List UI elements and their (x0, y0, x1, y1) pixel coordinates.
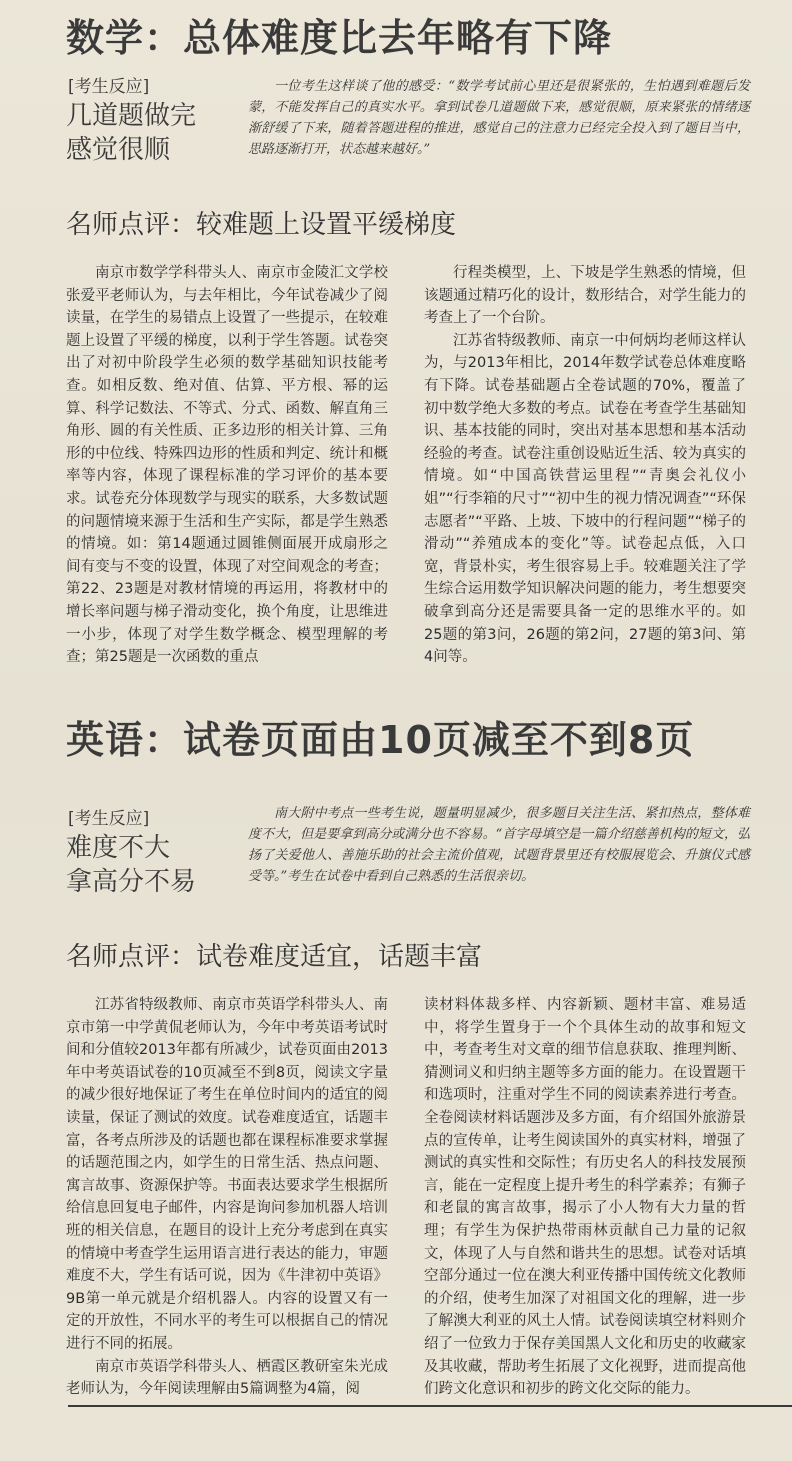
math-left-paragraph: 南京市数学学科带头人、南京市金陵汇文学校张爱平老师认为，与去年相比，今年试卷减少了阅读量，在学生的易错点上设置了一些提示，在较难题上设置了平缓的梯度，以利于学生答题。试卷突出了对初中阶段学生必须的数学基础知识技能考查。如相反数、绝对值、估算、平方根、幂的运算、科学记数法、不等式、分式、函数、解直角三角形、圆的有关性质、正多边形的相关计算、三角形的中位线、特殊四边形的性质和判定、统计和概率等内容，体现了课程标准的学习评价的基本要求。试卷充分体现数学与现实的联系，大多数试题的问题情境来源于生活和生产实际，都是学生熟悉的情境。如：第14题通过圆锥侧面展开成扇形之间有变与不变的设置，体现了对空间观念的考查；第22、23题是对教材情境的再运用，将教材中的增长率问题与梯子滑动变化，换个角度，让思维进一小步，体现了对学生数学概念、模型理解的考查；第25题是一次函数的重点 (66, 265, 388, 666)
english-left-column (66, 994, 388, 1398)
math-headline: 数学：总体难度比去年略有下降 (66, 16, 613, 60)
english-kicker-line1: 难度不大 (66, 833, 171, 863)
english-right-paragraph: 读材料体裁多样、内容新颖、题材丰富、难易适中，将学生置身于一个个具体生动的故事和短文中，考查考生对文章的细节信息获取、推理判断、猜测词义和归纳主题等多方面的能力。在设置题干和选项时，注重对学生不同的阅读素养进行考查。全卷阅读材料话题涉及多方面，有介绍国外旅游景点的宣传单，让考生阅读国外的真实材料，增强了测试的真实性和交际性；有历史名人的科技发展预言，能在一定程度上提升考生的科学素养；有狮子和老鼠的寓言故事，揭示了小人物有大力量的哲理；有学生为保护热带雨林贡献自己力量的记叙文，体现了人与自然和谐共生的思想。试卷对话填空部分通过一位在澳大利亚传播中国传统文化教师的介绍，使考生加深了对祖国文化的理解，进一步了解澳大利亚的风土人情。试卷阅读填空材料则介绍了一位致力于保存美国黑人文化和历史的收藏家及其收藏，帮助考生拓展了文化视野，进而提高他们跨文化意识和初步的跨文化交际的能力。 (424, 997, 746, 1398)
math-right-paragraph: 江苏省特级教师、南京一中何炳均老师这样认为，与2013年相比，2014年数学试卷总体难度略有下降。试卷基础题占全卷试题的70%，覆盖了初中数学绝大多数的考点。试卷在考查学生基础知识、基本技能的同时，突出对基本思想和基本活动经验的考查。试卷注重创设贴近生活、较为真实的情境。如“中国高铁营运里程”“青奥会礼仪小姐”“行李箱的尺寸”“初中生的视力情况调查”“环保志愿者”“平路、上坡、下坡中的行程问题”“梯子的滑动”“养殖成本的变化”等。试卷起点低，入口宽，背景朴实，考生很容易上手。较难题关注了学生综合运用数学知识解决问题的能力，考生想要突破拿到高分还是需要具备一定的思维水平的。如25题的第3问，26题的第2问，27题的第3问、第4问等。 (424, 332, 746, 666)
english-comment-heading: 名师点评：试卷难度适宜，话题丰富 (66, 942, 483, 972)
math-kicker-line1: 几道题做完 (66, 101, 197, 131)
math-right-column (424, 262, 746, 666)
math-comment-heading: 名师点评：较难题上设置平缓梯度 (66, 210, 457, 240)
math-reaction-tag: [考生反应] (68, 77, 150, 97)
bottom-rule (68, 1405, 792, 1407)
english-right-column (424, 994, 746, 1398)
english-student-quote: 南大附中考点一些考生说，题量明显减少，很多题目关注生活、紧扣热点，整体难度不大，但是要拿到高分或满分也不容易。“首字母填空是一篇介绍慈善机构的短文，弘扬了关爱他人、善施乐助的社会主流价值观，试题背景里还有校服展览会、升旗仪式感受等。”考生在试卷中看到自己熟悉的生活很亲切。 (248, 806, 750, 884)
math-student-quote: 一位考生这样谈了他的感受：“数学考试前心里还是很紧张的，生怕遇到难题后发蒙，不能发挥自己的真实水平。拿到试卷几道题做下来，感觉很顺，原来紧张的情绪逐渐舒缓了下来，随着答题进程的推进，感觉自己的注意力已经完全投入到了题目当中，思路逐渐打开，状态越来越好。” (248, 79, 750, 157)
english-headline: 英语：试卷页面由10页减至不到8页 (66, 718, 695, 762)
english-reaction-tag: [考生反应] (68, 809, 150, 829)
english-left-paragraph: 江苏省特级教师、南京市英语学科带头人、南京市第一中学黄侃老师认为，今年中考英语考试时间和分值较2013年都有所减少，试卷页面由2013年中考英语试卷的10页减至不到8页，阅读文字量的减少很好地保证了考生在单位时间内的适宜的阅读量，保证了测试的效度。试卷难度适宜，话题丰富，各考点所涉及的话题也都在课程标准要求掌握的话题范围之内，如学生的日常生活、热点问题、寓言故事、资源保护等。书面表达要求学生根据所给信息回复电子邮件，内容是询问参加机器人培训班的相关信息，在题目的设计上充分考虑到在真实的情境中考查学生运用语言进行表达的能力，审题难度不大，学生有话可说，因为《牛津初中英语》9B第一单元就是介绍机器人。内容的设置又有一定的开放性，不同水平的考生可以根据自己的情况进行不同的拓展。 (66, 997, 388, 1352)
math-kicker-line2: 感觉很顺 (66, 135, 171, 165)
english-left-paragraph: 南京市英语学科带头人、栖霞区教研室朱光成老师认为，今年阅读理解由5篇调整为4篇，阅 (66, 1358, 388, 1398)
english-kicker-line2: 拿高分不易 (66, 867, 197, 897)
math-left-column (66, 262, 388, 666)
math-right-paragraph: 行程类模型，上、下坡是学生熟悉的情境，但该题通过精巧化的设计，数形结合，对学生能力的考查上了一个台阶。 (424, 265, 746, 327)
